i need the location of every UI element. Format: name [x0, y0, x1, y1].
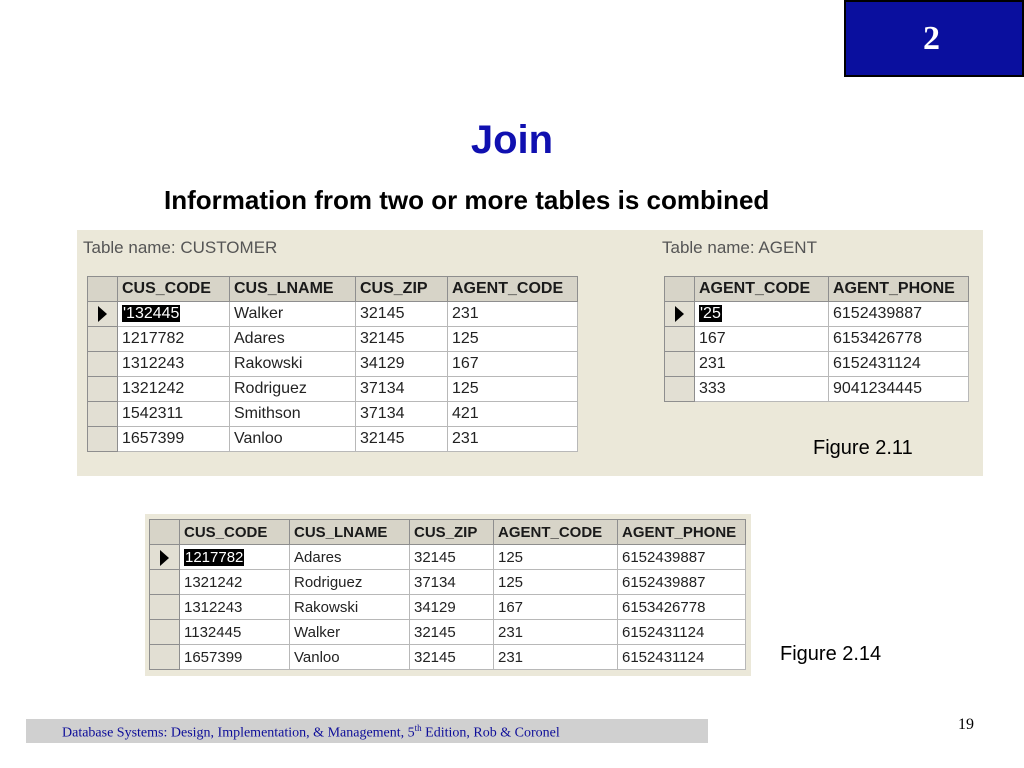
table-row[interactable]: [88, 402, 578, 427]
table-cell[interactable]: 231: [494, 620, 618, 645]
table-cell[interactable]: Rakowski: [290, 595, 410, 620]
footer-text-main: Database Systems: Design, Implementation, & Management, 5: [62, 725, 415, 741]
row-selector[interactable]: [88, 352, 118, 377]
column-header[interactable]: CUS_ZIP: [356, 277, 448, 302]
selected-cell-value: '132445: [123, 305, 180, 322]
footer-text-sup: th: [414, 723, 422, 733]
row-selector[interactable]: [150, 620, 180, 645]
table-cell[interactable]: 34129: [356, 352, 448, 377]
row-selector[interactable]: [88, 327, 118, 352]
page-number: 19: [958, 716, 974, 733]
table-cell[interactable]: 1312243: [180, 595, 290, 620]
current-row-arrow-icon: [98, 306, 107, 322]
current-row-arrow-icon: [675, 306, 684, 322]
table-cell[interactable]: 231: [695, 352, 829, 377]
table-cell[interactable]: 333: [695, 377, 829, 402]
table-cell[interactable]: [695, 302, 829, 327]
table-row[interactable]: [150, 595, 746, 620]
footer-citation: [62, 723, 560, 742]
table-cell[interactable]: [118, 302, 230, 327]
column-header[interactable]: AGENT_PHONE: [829, 277, 969, 302]
column-header[interactable]: AGENT_PHONE: [618, 520, 746, 545]
table-cell[interactable]: 6152439887: [618, 545, 746, 570]
header-row: [665, 277, 969, 302]
table-row[interactable]: [150, 620, 746, 645]
table-cell[interactable]: 32145: [410, 645, 494, 670]
slide-subtitle: Information from two or more tables is combined: [164, 185, 770, 215]
agent-table-name: Table name: AGENT: [662, 238, 817, 257]
table-cell[interactable]: 1132445: [180, 620, 290, 645]
table-cell[interactable]: [180, 545, 290, 570]
customer-table: [87, 276, 578, 452]
table-cell[interactable]: 6152439887: [618, 570, 746, 595]
row-selector-header: [665, 277, 695, 302]
row-selector[interactable]: [150, 570, 180, 595]
table-cell[interactable]: 125: [448, 377, 578, 402]
table-cell[interactable]: Adares: [290, 545, 410, 570]
selected-cell-value: '25: [700, 305, 721, 322]
table-cell[interactable]: 167: [494, 595, 618, 620]
table-cell[interactable]: Rodriguez: [230, 377, 356, 402]
row-selector[interactable]: [88, 427, 118, 452]
table-cell[interactable]: 1217782: [118, 327, 230, 352]
row-selector[interactable]: [665, 352, 695, 377]
table-cell[interactable]: 1657399: [180, 645, 290, 670]
join-result-table: [149, 519, 746, 670]
table-row[interactable]: [88, 327, 578, 352]
table-cell[interactable]: 125: [494, 570, 618, 595]
table-cell[interactable]: 421: [448, 402, 578, 427]
table-cell[interactable]: 6152439887: [829, 302, 969, 327]
table-cell[interactable]: 32145: [356, 327, 448, 352]
footer-bar: [26, 719, 708, 743]
table-cell[interactable]: 6153426778: [829, 327, 969, 352]
column-header[interactable]: CUS_LNAME: [230, 277, 356, 302]
table-cell[interactable]: Smithson: [230, 402, 356, 427]
table-row[interactable]: [88, 352, 578, 377]
table-row[interactable]: [150, 545, 746, 570]
table-cell[interactable]: 32145: [410, 620, 494, 645]
table-cell[interactable]: 231: [494, 645, 618, 670]
row-selector-header: [88, 277, 118, 302]
table-cell[interactable]: 32145: [410, 545, 494, 570]
figure-2-14-caption: Figure 2.14: [780, 643, 882, 665]
table-cell[interactable]: 1657399: [118, 427, 230, 452]
table-row[interactable]: [665, 302, 969, 327]
table-cell[interactable]: 6153426778: [618, 595, 746, 620]
column-header[interactable]: CUS_CODE: [180, 520, 290, 545]
table-cell[interactable]: 9041234445: [829, 377, 969, 402]
table-cell[interactable]: 6152431124: [618, 645, 746, 670]
table-cell[interactable]: 231: [448, 427, 578, 452]
figure-2-11-caption: Figure 2.11: [813, 437, 913, 459]
table-row[interactable]: [88, 302, 578, 327]
table-cell[interactable]: Rodriguez: [290, 570, 410, 595]
row-selector[interactable]: [150, 645, 180, 670]
table-row[interactable]: [665, 377, 969, 402]
column-header[interactable]: AGENT_CODE: [494, 520, 618, 545]
table-cell[interactable]: 32145: [356, 427, 448, 452]
table-cell[interactable]: 32145: [356, 302, 448, 327]
customer-table-name: Table name: CUSTOMER: [83, 238, 278, 257]
table-cell[interactable]: Walker: [230, 302, 356, 327]
table-cell[interactable]: 125: [494, 545, 618, 570]
table-row[interactable]: [150, 645, 746, 670]
header-row: [150, 520, 746, 545]
column-header[interactable]: CUS_LNAME: [290, 520, 410, 545]
table-cell[interactable]: 1542311: [118, 402, 230, 427]
table-cell[interactable]: 6152431124: [618, 620, 746, 645]
table-cell[interactable]: 1321242: [118, 377, 230, 402]
row-selector[interactable]: [150, 595, 180, 620]
column-header[interactable]: CUS_ZIP: [410, 520, 494, 545]
selected-cell-value: 1217782: [185, 548, 244, 566]
table-cell[interactable]: Vanloo: [230, 427, 356, 452]
table-cell[interactable]: Vanloo: [290, 645, 410, 670]
table-cell[interactable]: 37134: [356, 377, 448, 402]
agent-table: [664, 276, 969, 402]
table-cell[interactable]: 167: [448, 352, 578, 377]
current-row-arrow-icon: [160, 550, 169, 566]
row-selector[interactable]: [88, 302, 118, 327]
table-cell[interactable]: 37134: [356, 402, 448, 427]
chapter-number-box: [844, 0, 1024, 77]
table-cell[interactable]: 34129: [410, 595, 494, 620]
row-selector[interactable]: [665, 377, 695, 402]
slide-title: Join: [470, 118, 554, 162]
row-selector[interactable]: [88, 402, 118, 427]
column-header[interactable]: AGENT_CODE: [695, 277, 829, 302]
table-row[interactable]: [88, 427, 578, 452]
table-cell[interactable]: Adares: [230, 327, 356, 352]
header-row: [88, 277, 578, 302]
row-selector[interactable]: [665, 327, 695, 352]
table-row[interactable]: [665, 327, 969, 352]
column-header[interactable]: CUS_CODE: [118, 277, 230, 302]
row-selector[interactable]: [665, 302, 695, 327]
row-selector[interactable]: [88, 377, 118, 402]
footer-text-tail: Edition, Rob & Coronel: [421, 725, 560, 741]
table-row[interactable]: [88, 377, 578, 402]
table-cell[interactable]: 167: [695, 327, 829, 352]
table-cell[interactable]: 231: [448, 302, 578, 327]
table-cell[interactable]: Rakowski: [230, 352, 356, 377]
table-row[interactable]: [150, 570, 746, 595]
table-row[interactable]: [665, 352, 969, 377]
table-cell[interactable]: 1312243: [118, 352, 230, 377]
column-header[interactable]: AGENT_CODE: [448, 277, 578, 302]
row-selector-header: [150, 520, 180, 545]
table-cell[interactable]: Walker: [290, 620, 410, 645]
table-cell[interactable]: 1321242: [180, 570, 290, 595]
row-selector[interactable]: [150, 545, 180, 570]
table-cell[interactable]: 6152431124: [829, 352, 969, 377]
table-cell[interactable]: 125: [448, 327, 578, 352]
table-cell[interactable]: 37134: [410, 570, 494, 595]
chapter-number: 2: [923, 20, 940, 57]
